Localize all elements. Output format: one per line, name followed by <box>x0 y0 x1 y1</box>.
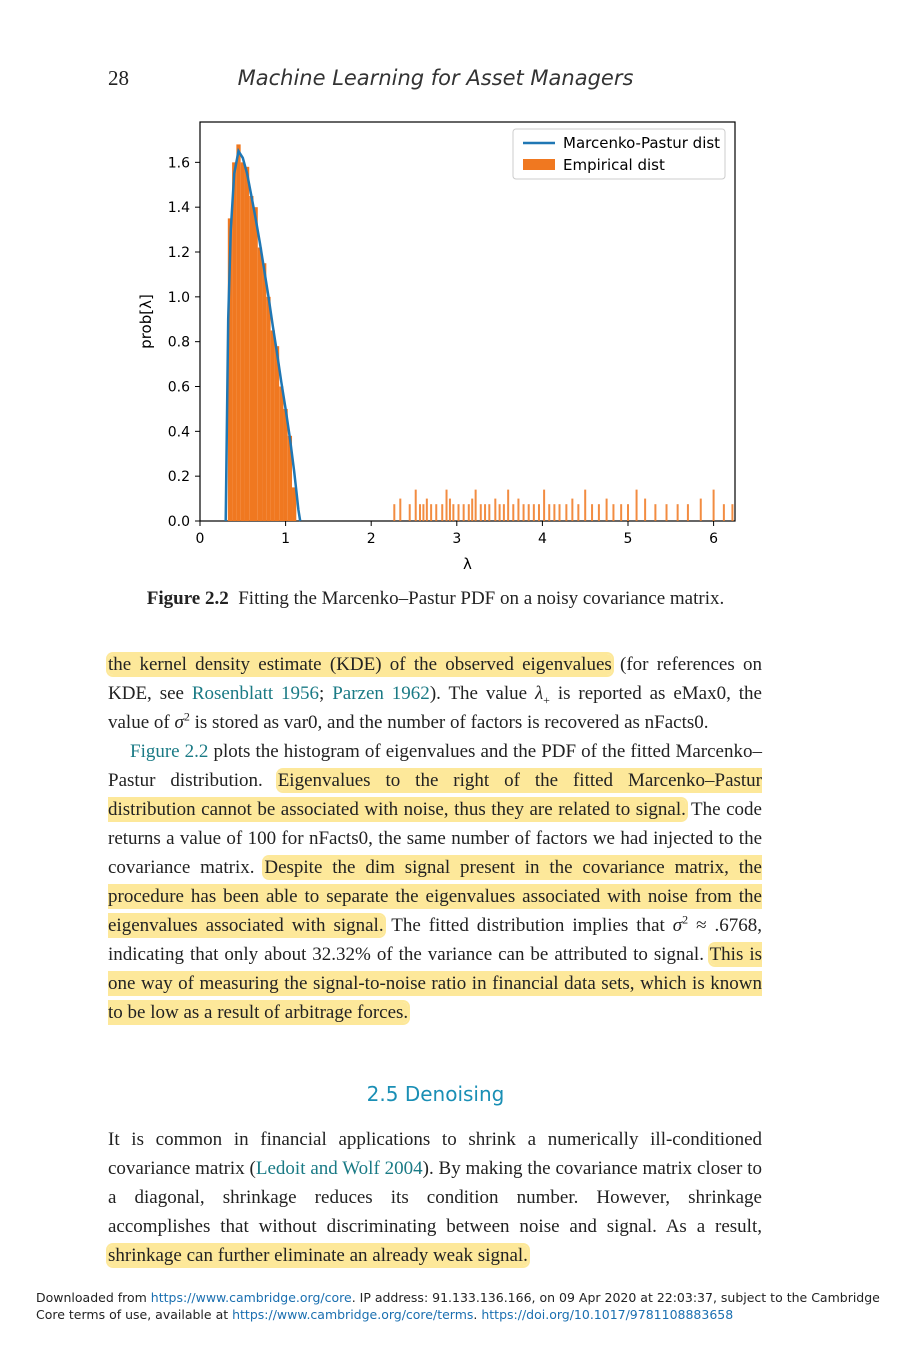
marcenko-pastur-chart <box>120 112 770 582</box>
tail-bar <box>499 504 501 521</box>
highlight: Despite the dim signal present in the covariance matrix, the procedure has been able to separate the eigenvalues associated with noise from the eigenvalues associated with signal. <box>108 857 762 936</box>
text: (for references on KDE, see <box>108 654 762 704</box>
tail-bar <box>488 504 490 521</box>
tail-bar <box>713 490 715 521</box>
histogram-bar <box>254 207 258 521</box>
tail-bar <box>731 504 733 521</box>
tail-bar <box>598 504 600 521</box>
text: ; <box>319 683 333 704</box>
x-tick-label: 5 <box>623 531 633 547</box>
tail-bar <box>666 504 668 521</box>
tail-bar <box>415 490 417 521</box>
cambridge-core-link[interactable]: https://www.cambridge.org/core <box>150 1290 352 1305</box>
histogram-bar <box>258 248 262 521</box>
legend-label-empirical: Empirical dist <box>563 156 665 174</box>
tail-bar <box>409 504 411 521</box>
tail-bar <box>458 504 460 521</box>
histogram-bar <box>241 162 245 521</box>
tail-bar <box>503 504 505 521</box>
text: ). By making the covariance matrix closer to a diagonal, shrinkage reduces its condition number. However, shrinkage accomplishes that without discriminating between noise and signal. As a result, <box>108 1158 762 1237</box>
x-tick-label: 3 <box>452 531 462 547</box>
text: . <box>473 1307 482 1322</box>
highlight: the kernel density estimate (KDE) of the observed eigenvalues <box>108 654 612 675</box>
text: Downloaded from <box>36 1290 151 1305</box>
legend <box>513 129 725 179</box>
tail-bar <box>612 504 614 521</box>
text: is stored as var0, and the number of factors is recovered as nFacts0. <box>189 712 709 733</box>
running-title: Machine Learning for Asset Managers <box>237 66 634 90</box>
y-tick-label: 1.4 <box>167 200 190 217</box>
paragraph-3 <box>108 1125 762 1270</box>
tail-bar <box>494 499 496 521</box>
figure-label: Figure 2.2 <box>146 588 229 609</box>
citation-link[interactable]: Ledoit and Wolf 2004 <box>255 1158 423 1179</box>
histogram-bar <box>279 387 283 521</box>
download-footer <box>36 1289 886 1323</box>
tail-bar <box>538 504 540 521</box>
tail-bar <box>441 504 443 521</box>
doi-link[interactable]: https://doi.org/10.1017/9781108883658 <box>481 1307 734 1322</box>
citation-link[interactable]: Rosenblatt 1956 <box>191 683 320 704</box>
citation-link[interactable]: Parzen 1962 <box>332 683 430 704</box>
tail-bar <box>723 504 725 521</box>
x-tick-label: 1 <box>281 531 291 547</box>
tail-bar <box>512 504 514 521</box>
text: . IP address: 91.133.136.166, on 09 Apr 2020 at 22:03:37, subject to the Cambridge Core terms of use, available at <box>36 1290 880 1322</box>
tail-bar <box>480 504 482 521</box>
text: It is common in financial applications to shrink a numerically ill-conditioned covariance matrix ( <box>108 1129 762 1179</box>
text: ≈ .6768, indicating that only about 32.32% of the variance can be attributed to signal. <box>108 915 762 965</box>
figure-link[interactable]: Figure 2.2 <box>130 741 209 762</box>
tail-bar <box>471 499 473 521</box>
tail-bar <box>644 499 646 521</box>
tail-bar <box>419 504 421 521</box>
tail-bar <box>452 504 454 521</box>
sigma-symbol: σ <box>174 712 184 733</box>
text: The fitted distribution implies that <box>383 915 673 936</box>
x-tick-label: 6 <box>709 531 719 547</box>
tail-bar <box>446 490 448 521</box>
tail-bar <box>507 490 509 521</box>
tail-bar <box>606 499 608 521</box>
histogram-bar <box>236 144 240 521</box>
tail-bar <box>548 504 550 521</box>
text: The code returns a value of 100 for nFacts0, the same number of factors we had injected to the covariance matrix. <box>108 799 762 878</box>
y-tick-label: 0.0 <box>167 514 190 530</box>
y-tick-label: 1.6 <box>167 155 190 172</box>
tail-bar <box>517 499 519 521</box>
histogram-bar <box>266 297 270 521</box>
tail-bar <box>435 504 437 521</box>
tail-bar <box>426 499 428 521</box>
tail-bar <box>449 499 451 521</box>
tail-bar <box>584 490 586 521</box>
tail-bar <box>627 504 629 521</box>
tail-bar <box>565 504 567 521</box>
y-tick-label: 1.2 <box>167 245 190 262</box>
figure-caption <box>108 588 763 610</box>
tail-bar <box>528 504 530 521</box>
plus-subscript: + <box>543 692 550 707</box>
y-tick-label: 0.2 <box>167 469 190 486</box>
x-tick-label: 4 <box>537 531 547 547</box>
y-tick-label: 0.8 <box>167 334 190 351</box>
figure-caption-text: Fitting the Marcenko–Pastur PDF on a noisy covariance matrix. <box>238 588 725 609</box>
tail-bar <box>553 504 555 521</box>
histogram-bar <box>245 167 249 521</box>
x-tick-label: 2 <box>366 531 376 547</box>
highlight: shrinkage can further eliminate an already weak signal. <box>108 1245 528 1266</box>
tail-bar <box>393 504 395 521</box>
legend-label-mp: Marcenko-Pastur dist <box>563 134 721 152</box>
superscript: 2 <box>682 912 689 927</box>
y-axis-label: prob[λ] <box>137 294 155 349</box>
sigma-symbol: σ <box>672 915 683 936</box>
tail-bar <box>577 504 579 521</box>
tail-bar <box>543 490 545 521</box>
lambda-symbol: λ <box>534 683 544 704</box>
y-tick-label: 0.6 <box>167 379 190 396</box>
tail-bar <box>523 504 525 521</box>
section-heading: 2.5 Denoising <box>366 1082 505 1106</box>
histogram-bar <box>271 330 275 521</box>
tail-bar <box>636 490 638 521</box>
tail-bar <box>700 499 702 521</box>
histogram-bar <box>249 196 253 521</box>
tail-bar <box>677 504 679 521</box>
tail-bar <box>475 490 477 521</box>
superscript: 2 <box>183 709 190 724</box>
text: plots the histogram of eigenvalues and the PDF of the fitted Marcenko–Pastur distribution. <box>108 741 762 791</box>
text: ). The value <box>429 683 535 704</box>
terms-link[interactable]: https://www.cambridge.org/core/terms <box>232 1307 474 1322</box>
tail-bar <box>463 504 465 521</box>
tail-bar <box>591 504 593 521</box>
page-header <box>108 66 763 96</box>
tail-bar <box>430 504 432 521</box>
x-tick-label: 0 <box>195 531 205 547</box>
y-tick-label: 0.4 <box>167 424 190 441</box>
tail-bar <box>468 504 470 521</box>
highlight: Eigenvalues to the right of the fitted Marcenko–Pastur distribution cannot be associated with noise, thus they are related to signal. <box>108 770 762 820</box>
tail-bar <box>422 504 424 521</box>
histogram-bar <box>262 263 266 521</box>
tail-bar <box>687 504 689 521</box>
histogram-bar <box>275 346 279 521</box>
tail-bar <box>620 504 622 521</box>
tail-bar <box>399 499 401 521</box>
text: is reported as eMax0, the value of <box>108 683 762 733</box>
tail-bar <box>571 499 573 521</box>
highlight: This is one way of measuring the signal-to-noise ratio in financial data sets, which is known to be low as a result of arbitrage forces. <box>108 944 762 1023</box>
y-tick-label: 1.0 <box>167 289 190 306</box>
page-number: 28 <box>108 66 129 90</box>
tail-bar <box>484 504 486 521</box>
legend-bar-swatch <box>523 159 555 170</box>
x-axis-label: λ <box>463 555 472 573</box>
paragraph-1 <box>108 650 762 1027</box>
paragraph-2 <box>108 737 762 1027</box>
tail-bar <box>533 504 535 521</box>
tail-bar <box>559 504 561 521</box>
tail-bar <box>654 504 656 521</box>
